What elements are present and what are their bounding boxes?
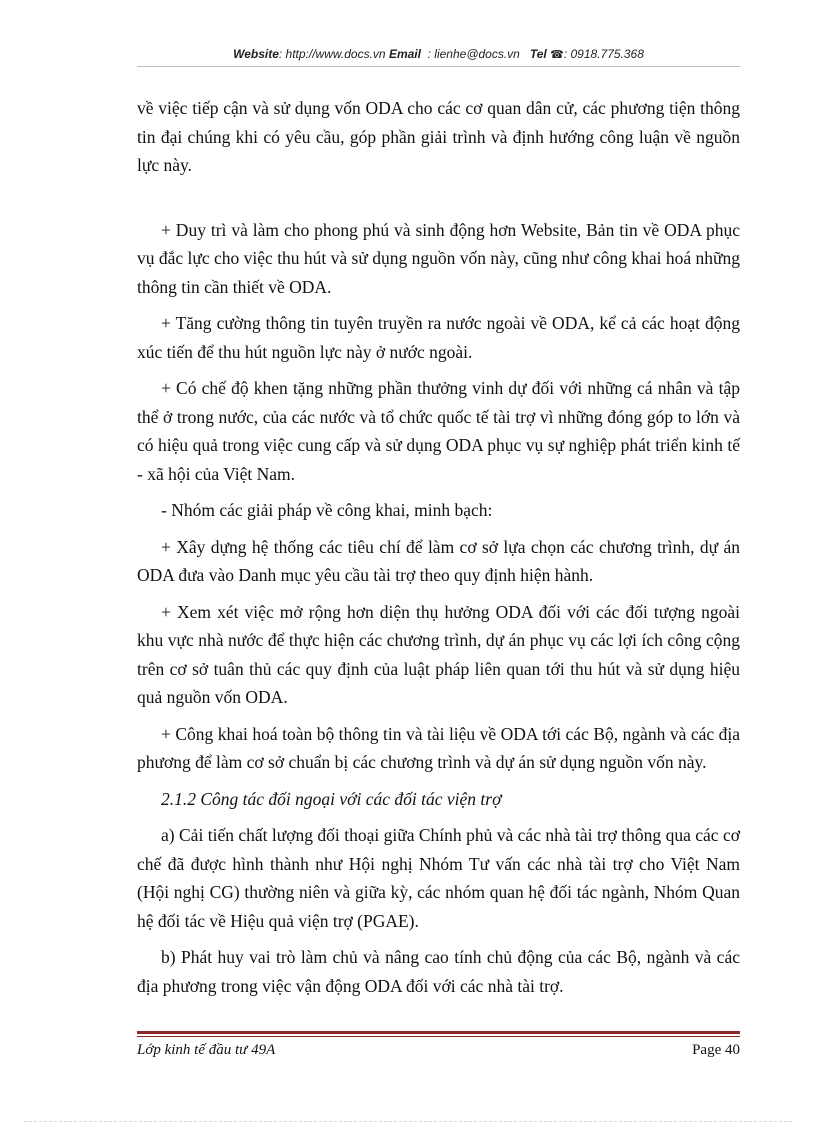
email-value[interactable]: : lienhe@docs.vn [427,47,520,61]
website-label: Website [233,47,279,61]
tel-label: Tel [529,47,547,61]
paragraph-continuation: về việc tiếp cận và sử dụng vốn ODA cho các cơ quan dân cử, các phương tiện thông tin đại chúng khi có yêu cầu, góp phần giải trình và định hướng công luận về nguồn lực này. [137,98,740,175]
email-label: Email [388,47,421,61]
paragraph-criteria: + Xây dựng hệ thống các tiêu chí để làm cơ sở lựa chọn các chương trình, dự án ODA đưa vào Danh mục yêu cầu tài trợ theo quy định hiện hành. [137,536,740,585]
paragraph-foreign-publicity: + Tăng cường thông tin tuyên truyền ra nước ngoài về ODA, kể cả các hoạt động xúc tiến để thu hút nguồn lực này ở nước ngoài. [137,313,740,362]
page-number: Page 40 [692,1042,740,1058]
paragraph-ownership: b) Phát huy vai trò làm chủ và nâng cao tính chủ động của các Bộ, ngành và các địa phương trong việc vận động ODA đối với các nhà tài trợ. [137,947,740,996]
paragraph-beneficiaries: + Xem xét việc mở rộng hơn diện thụ hưởng ODA đối với các đối tượng ngoài khu vực nhà nước để thực hiện các chương trình, dự án phục vụ các lợi ích công cộng trên cơ sở tuân thủ các quy định của luật pháp liên quan tới thu hút và sử dụng hiệu quả nguồn vốn ODA. [137,601,740,707]
telephone-icon: ☎ [550,49,564,61]
footer-divider-thin [137,1036,740,1037]
section-heading: 2.1.2 Công tác đối ngoại với các đối tác viện trợ [161,788,502,809]
paragraph-transparency-group: - Nhóm các giải pháp về công khai, minh bạch: [161,500,493,520]
paragraph-website-bulletin: + Duy trì và làm cho phong phú và sinh động hơn Website, Bản tin về ODA phục vụ đắc lực cho việc thu hút và sử dụng nguồn vốn này, cũng như công khai hoá những thông tin cần thiết về ODA. [137,219,741,297]
document-body [137,94,740,1008]
footer-class-name: Lớp kinh tế đầu tư 49A [137,1042,276,1058]
header-divider [137,66,740,67]
page-edge [24,1121,792,1122]
footer-divider-thick [137,1031,740,1034]
website-value[interactable]: : http://www.docs.vn [278,47,386,61]
paragraph-dialogue: a) Cải tiến chất lượng đối thoại giữa Chính phủ và các nhà tài trợ thông qua các cơ chế đã được hình thành như Hội nghị Nhóm Tư vấn các nhà tài trợ cho Việt Nam (Hội nghị CG) thường niên và giữa kỳ, các nhóm quan hệ đối tác ngành, Nhóm Quan hệ đối tác về Hiệu quả viện trợ (PGAE). [137,825,740,931]
page-header [137,46,740,63]
paragraph-disclosure: + Công khai hoá toàn bộ thông tin và tài liệu về ODA tới các Bộ, ngành và các địa phương để làm cơ sở chuẩn bị các chương trình và dự án sử dụng nguồn vốn này. [137,723,740,772]
paragraph-awards: + Có chế độ khen tặng những phần thưởng vinh dự đối với những cá nhân và tập thể ở trong nước, của các nước và tổ chức quốc tế tài trợ vì những đóng góp to lớn và có hiệu quả trong việc cung cấp và sử dụng ODA phục vụ sự nghiệp phát triển kinh tế - xã hội của Việt Nam. [137,378,740,484]
tel-value: : 0918.775.368 [563,47,644,61]
